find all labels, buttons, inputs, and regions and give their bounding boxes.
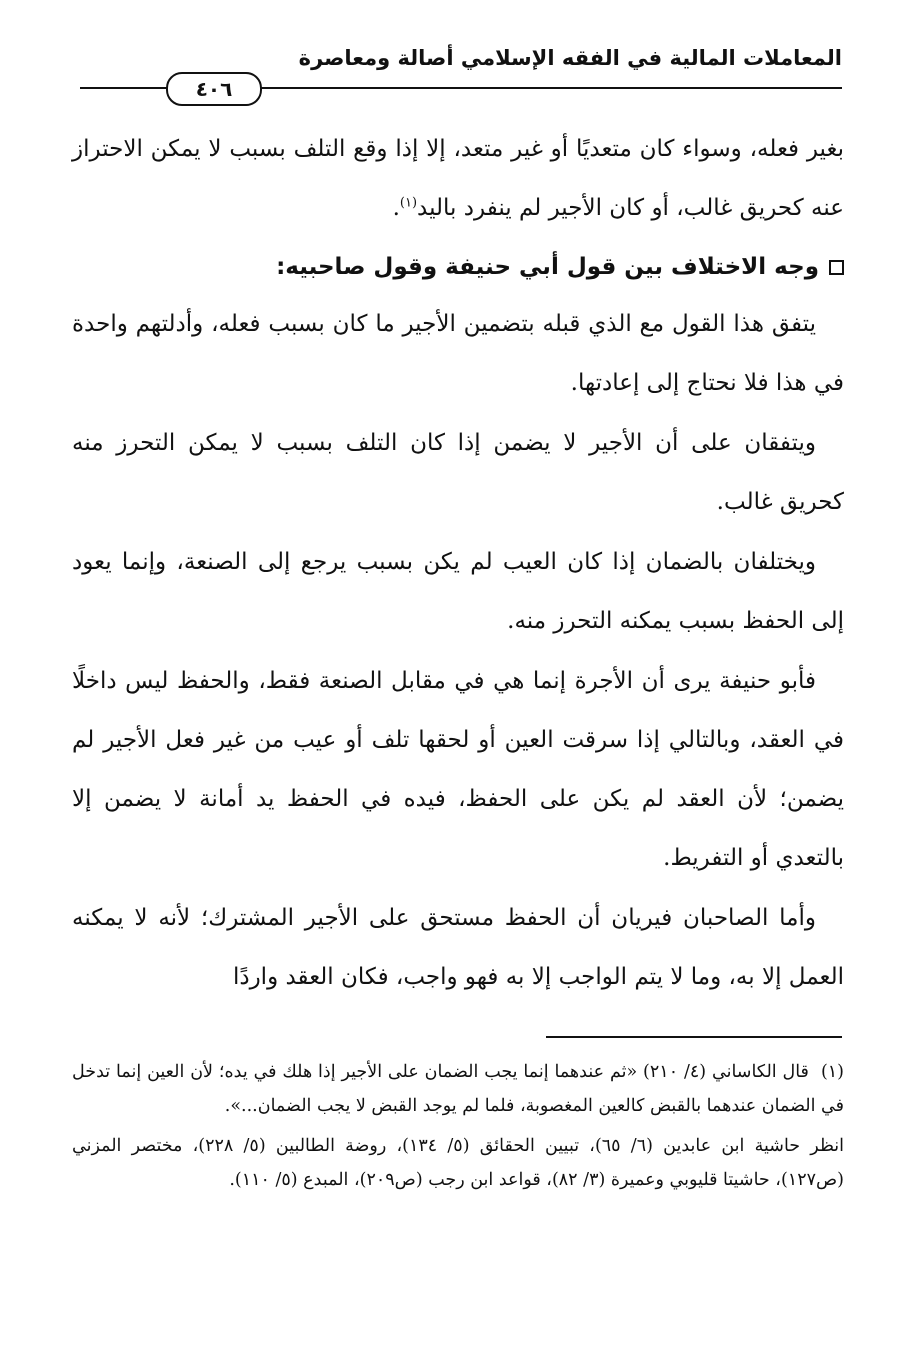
paragraph-1-end: .: [392, 195, 400, 221]
square-bullet-icon: [829, 260, 844, 275]
paragraph-5: فأبو حنيفة يرى أن الأجرة إنما هي في مقابل الصنعة فقط، والحفظ ليس داخلًا في العقد، وبالتالي إذا سرقت العين أو لحقها تلف أو عيب من غير فعل الأجير لم يضمن؛ لأن العقد لم يكن على الحفظ، فيده في الحفظ يد أمانة لا يضمن إلا بالتعدي أو التفريط.: [72, 668, 844, 871]
paragraph-2: يتفق هذا القول مع الذي قبله بتضمين الأجير ما كان بسبب فعله، وأدلتهم واحدة في هذا فلا نحتاج إلى إعادتها.: [72, 311, 844, 396]
page-number: ٤٠٦: [166, 72, 262, 106]
footnote-1-sources: انظر حاشية ابن عابدين (٦/ ٦٥)، تبيين الحقائق (٥/ ١٣٤)، روضة الطالبين (٥/ ٢٢٨)، مختصر المزني (ص١٢٧)، حاشيتا قليوبي وعميرة (٣/ ٨٢)، قواعد ابن رجب (ص٢٠٩)، المبدع (٥/ ١١٠).: [72, 1136, 845, 1190]
paragraph-3: ويتفقان على أن الأجير لا يضمن إذا كان التلف بسبب لا يمكن التحرز منه كحريق غالب.: [72, 430, 844, 515]
footnote-separator: [546, 1036, 842, 1038]
page-header: [80, 40, 842, 110]
footnote-reference: (١): [399, 195, 418, 211]
paragraph-4: ويختلفان بالضمان إذا كان العيب لم يكن بسبب يرجع إلى الصنعة، وإنما يعود إلى الحفظ بسبب يمكنه التحرز منه.: [72, 549, 844, 634]
paragraph-1-text: بغير فعله، وسواء كان متعديًا أو غير متعد، إلا إذا وقع التلف بسبب لا يمكن الاحتراز عنه كحريق غالب، أو كان الأجير لم ينفرد باليد: [72, 136, 844, 221]
footnote-1-number: (١): [820, 1062, 844, 1082]
paragraph-1: [72, 120, 844, 238]
section-heading: [72, 239, 844, 295]
section-heading-text: وجه الاختلاف بين قول أبي حنيفة وقول صاحبيه:: [276, 254, 819, 280]
footnote-1: [72, 1055, 844, 1123]
running-title: المعاملات المالية في الفقه الإسلامي أصالة ومعاصرة: [298, 46, 842, 70]
main-text: [72, 120, 844, 1008]
footnote-1-text: قال الكاساني (٤/ ٢١٠) «ثم عندهما إنما يجب الضمان على الأجير إذا هلك في يده؛ لأن العين إنما تدخل في الضمان عندهما بالقبض كالعين المغصوبة، فلما لم يوجد القبض لا يجب الضمان...».: [72, 1062, 844, 1116]
paragraph-6: وأما الصاحبان فيريان أن الحفظ مستحق على الأجير المشترك؛ لأنه لا يمكنه العمل إلا به، وما لا يتم الواجب إلا به فهو واجب، فكان العقد واردًا: [72, 905, 844, 990]
footnotes: [72, 1055, 844, 1203]
